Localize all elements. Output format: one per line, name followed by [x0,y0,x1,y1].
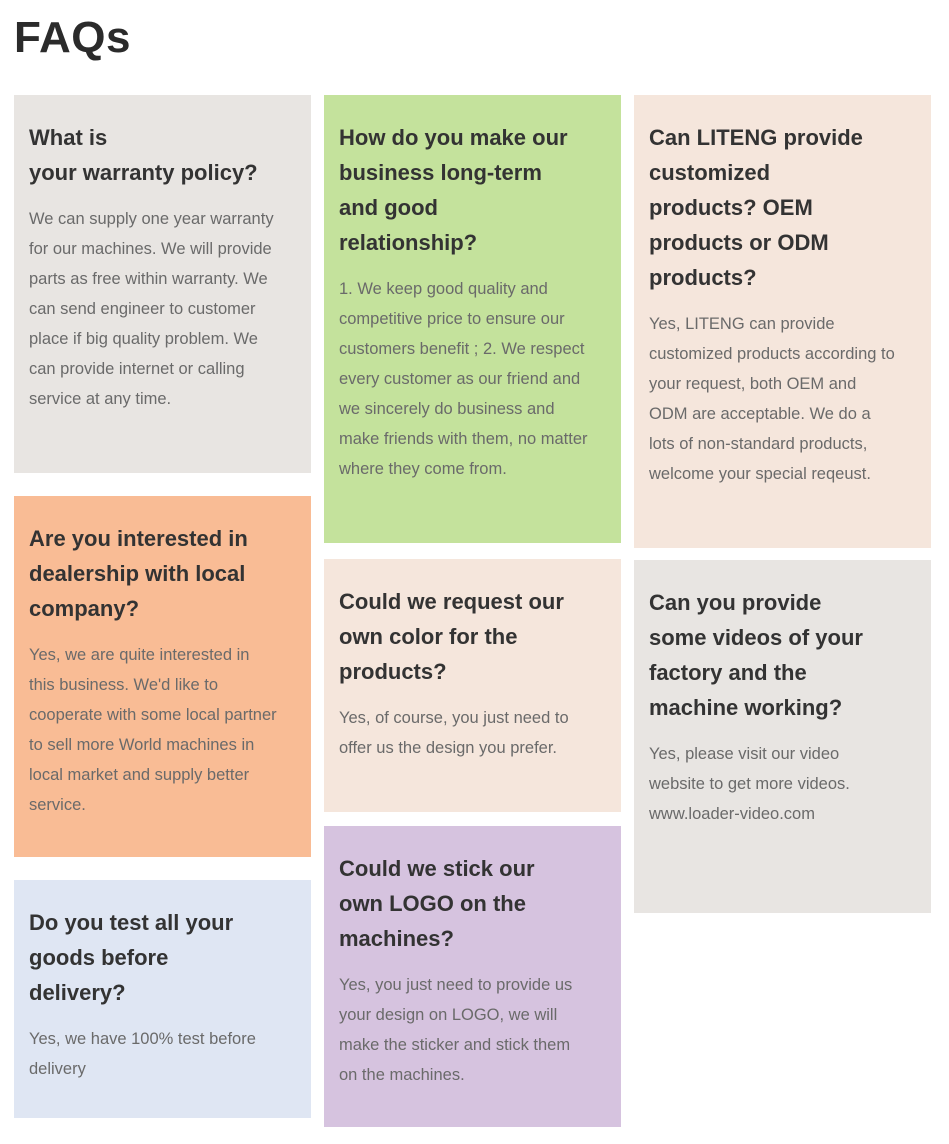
faq-answer: We can supply one year warranty for our machines. We will provide parts as free within warranty. We can send engineer to customer place if big quality problem. We can provide internet or calling service at any time. [29,210,274,408]
faq-question: How do you make our business long-term and good relationship? [339,125,568,255]
faq-question: Could we request our own color for the products? [339,589,564,684]
faq-answer: Yes, LITENG can provide customized products according to your request, both OEM and ODM are acceptable. We do a lots of non-standard products, welcome your special reqeust. [649,315,895,483]
faq-answer: 1. We keep good quality and competitive price to ensure our customers benefit ; 2. We respect every customer as our friend and we sincerely do business and make friends with them, no matter where they come from. [339,280,588,478]
faq-question: What is your warranty policy? [29,125,258,185]
faq-question: Could we stick our own LOGO on the machines? [339,856,535,951]
faq-card-testing [14,880,311,1118]
page-title: FAQs [14,13,131,62]
faq-card-customized-products [634,95,931,548]
faq-question: Do you test all your goods before delivery? [29,910,234,1005]
faq-answer: Yes, please visit our video website to get more videos. www.loader-video.com [649,745,850,823]
faq-question: Are you interested in dealership with local company? [29,526,248,621]
faq-answer: Yes, you just need to provide us your design on LOGO, we will make the sticker and stick them on the machines. [339,976,573,1084]
faq-answer: Yes, we are quite interested in this business. We'd like to cooperate with some local partner to sell more World machines in local market and supply better service. [29,646,277,814]
faq-question: Can you provide some videos of your factory and the machine working? [649,590,863,720]
faq-card-dealership [14,496,311,857]
faq-card-long-term-relationship [324,95,621,543]
faq-card-videos [634,560,931,913]
faq-answer: Yes, of course, you just need to offer us the design you prefer. [339,709,569,757]
faq-card-own-color [324,559,621,812]
faq-card-own-logo [324,826,621,1127]
faq-answer: Yes, we have 100% test before delivery [29,1030,256,1078]
faq-card-warranty-policy [14,95,311,473]
faq-question: Can LITENG provide customized products? OEM products or ODM products? [649,125,863,290]
